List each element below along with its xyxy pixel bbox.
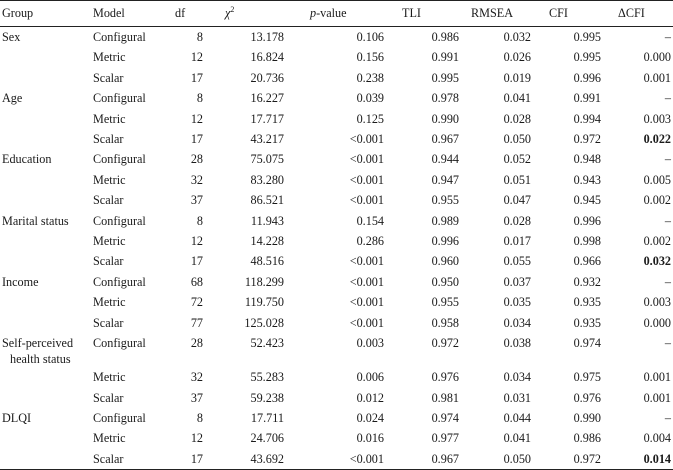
cell-chi-square: 14.228 [250, 234, 284, 249]
cell-group [0, 367, 93, 387]
cell-group [0, 388, 93, 408]
cell-group: Sex [2, 30, 21, 44]
cell-model: Scalar [93, 390, 124, 405]
cell-df: 68 [190, 274, 203, 289]
cell-cfi: 0.996 [573, 213, 601, 228]
header-df: df [175, 6, 186, 20]
cell-p-value: 0.154 [356, 213, 384, 228]
header-row [0, 1, 673, 27]
cell-rmsea: 0.041 [503, 431, 531, 446]
cell-model: Configural [93, 274, 146, 289]
cell-rmsea: 0.050 [503, 451, 531, 466]
cell-group [0, 292, 93, 312]
cell-df: 17 [190, 70, 203, 85]
cell-tli: 0.974 [431, 410, 459, 425]
cell-df: 37 [190, 193, 203, 208]
cell-df: 8 [196, 410, 203, 425]
cell-df: 17 [190, 132, 203, 147]
table-row [0, 313, 673, 333]
table-row [0, 408, 673, 428]
table-row [0, 272, 673, 292]
cell-cfi: 0.996 [573, 70, 601, 85]
p-symbol: p [310, 6, 317, 20]
cell-rmsea: 0.034 [503, 315, 531, 330]
cell-delta-cfi: 0.001 [643, 370, 671, 385]
cell-chi-square: 16.227 [250, 91, 284, 106]
cell-df: 37 [190, 390, 203, 405]
cell-rmsea: 0.028 [503, 213, 531, 228]
cell-delta-cfi: 0.003 [643, 111, 671, 126]
cell-rmsea: 0.034 [503, 370, 531, 385]
cell-cfi: 0.935 [573, 295, 601, 310]
cell-chi-square: 48.516 [250, 254, 284, 269]
cell-tli: 0.990 [431, 111, 459, 126]
cell-group [0, 109, 93, 129]
cell-chi-square: 43.692 [250, 451, 284, 466]
table-row [0, 428, 673, 448]
cell-tli: 0.978 [431, 91, 459, 106]
cell-df: 72 [190, 295, 203, 310]
table-row [0, 170, 673, 190]
cell-chi-square: 55.283 [250, 370, 284, 385]
cell-chi-square: 24.706 [250, 431, 284, 446]
cell-rmsea: 0.031 [503, 390, 531, 405]
cell-tli: 0.986 [431, 30, 459, 44]
cell-model: Scalar [93, 254, 124, 269]
cell-group: Marital status [2, 213, 69, 228]
cell-model: Scalar [93, 70, 124, 85]
cell-cfi: 0.935 [573, 315, 601, 330]
cell-df: 12 [190, 50, 203, 65]
cell-p-value: 0.003 [356, 336, 384, 351]
cell-delta-cfi: 0.000 [643, 50, 671, 65]
cell-chi-square: 59.238 [250, 390, 284, 405]
cell-tli: 0.991 [431, 50, 459, 65]
cell-model: Metric [93, 111, 126, 126]
cell-chi-square: 13.178 [250, 30, 284, 44]
cell-rmsea: 0.041 [503, 91, 531, 106]
p-suffix: -value [316, 6, 347, 20]
header-group: Group [2, 6, 34, 20]
cell-model: Scalar [93, 315, 124, 330]
group-name-line2: health status [10, 352, 71, 367]
cell-rmsea: 0.044 [503, 410, 531, 425]
cell-model: Metric [93, 172, 126, 187]
cell-tli: 0.944 [431, 152, 459, 167]
cell-df: 17 [190, 254, 203, 269]
header-tli: TLI [402, 6, 421, 20]
cell-rmsea: 0.051 [503, 172, 531, 187]
cell-df: 12 [190, 111, 203, 126]
cell-group [0, 428, 93, 448]
cell-model: Scalar [93, 451, 124, 466]
cell-p-value: 0.106 [356, 30, 384, 44]
cell-delta-cfi: 0.002 [643, 193, 671, 208]
cell-rmsea: 0.017 [503, 234, 531, 249]
cell-delta-cfi: – [664, 152, 671, 167]
cell-p-value: <0.001 [349, 172, 384, 187]
cell-tli: 0.977 [431, 431, 459, 446]
cell-delta-cfi: 0.001 [643, 390, 671, 405]
cell-tli: 0.967 [431, 451, 459, 466]
cell-chi-square: 17.711 [250, 410, 284, 425]
table-row [0, 109, 673, 129]
cell-group: DLQI [2, 410, 32, 425]
cell-chi-square: 86.521 [250, 193, 284, 208]
cell-group [0, 47, 93, 67]
cell-tli: 0.955 [431, 295, 459, 310]
cell-model: Configural [93, 91, 146, 106]
cell-p-value: <0.001 [349, 315, 384, 330]
cell-rmsea: 0.050 [503, 132, 531, 147]
cell-cfi: 0.991 [573, 91, 601, 106]
header-p-value [284, 1, 384, 27]
chi-superscript: 2 [230, 4, 235, 14]
cell-rmsea: 0.019 [503, 70, 531, 85]
cell-group: Education [2, 152, 52, 167]
table-row [0, 231, 673, 251]
header-rmsea: RMSEA [471, 6, 513, 20]
table-row [0, 449, 673, 470]
cell-cfi: 0.972 [573, 132, 601, 147]
cell-cfi: 0.995 [573, 50, 601, 65]
cell-df: 8 [196, 91, 203, 106]
cell-model: Metric [93, 50, 126, 65]
cell-p-value: 0.006 [356, 370, 384, 385]
cell-delta-cfi: – [664, 213, 671, 228]
cell-p-value: <0.001 [349, 193, 384, 208]
cell-p-value: 0.125 [356, 111, 384, 126]
cell-group [0, 251, 93, 271]
cell-p-value: <0.001 [349, 274, 384, 289]
cell-cfi: 0.986 [573, 431, 601, 446]
cell-tli: 0.996 [431, 234, 459, 249]
cell-p-value: 0.024 [356, 410, 384, 425]
cell-rmsea: 0.026 [503, 50, 531, 65]
cell-chi-square: 20.736 [250, 70, 284, 85]
cell-delta-cfi: – [664, 274, 671, 289]
cell-delta-cfi: 0.005 [643, 172, 671, 187]
cell-rmsea: 0.047 [503, 193, 531, 208]
cell-df: 12 [190, 234, 203, 249]
cell-group [0, 449, 93, 470]
cell-tli: 0.955 [431, 193, 459, 208]
cell-cfi: 0.994 [573, 111, 601, 126]
cell-tli: 0.950 [431, 274, 459, 289]
cell-rmsea: 0.032 [503, 30, 531, 44]
cell-model: Configural [93, 410, 146, 425]
cell-model: Scalar [93, 193, 124, 208]
cell-delta-cfi: – [664, 30, 671, 44]
cell-rmsea: 0.035 [503, 295, 531, 310]
cell-df: 28 [190, 152, 203, 167]
cell-delta-cfi: 0.003 [643, 295, 671, 310]
cell-chi-square: 83.280 [250, 172, 284, 187]
header-model: Model [93, 6, 125, 20]
cell-chi-square: 119.750 [244, 295, 284, 310]
cell-chi-square: 11.943 [250, 213, 284, 228]
header-delta-cfi: ΔCFI [618, 6, 645, 20]
cell-p-value: 0.039 [356, 91, 384, 106]
cell-group [0, 333, 93, 367]
cell-model: Metric [93, 234, 126, 249]
cell-tli: 0.989 [431, 213, 459, 228]
cell-p-value: <0.001 [349, 132, 384, 147]
cell-tli: 0.995 [431, 70, 459, 85]
cell-cfi: 0.998 [573, 234, 601, 249]
cell-chi-square: 52.423 [250, 336, 284, 351]
cell-group [0, 231, 93, 251]
cell-delta-cfi: – [664, 336, 671, 351]
table-row [0, 251, 673, 271]
cell-p-value: 0.156 [356, 50, 384, 65]
cell-group [0, 313, 93, 333]
cell-rmsea: 0.055 [503, 254, 531, 269]
cell-model: Configural [93, 152, 146, 167]
cell-cfi: 0.966 [573, 254, 601, 269]
cell-delta-cfi: – [664, 410, 671, 425]
cell-rmsea: 0.052 [503, 152, 531, 167]
cell-model: Configural [93, 213, 146, 228]
cell-group [0, 170, 93, 190]
cell-df: 8 [196, 213, 203, 228]
cell-delta-cfi: – [664, 91, 671, 106]
cell-chi-square: 75.075 [250, 152, 284, 167]
header-chi-square [203, 1, 284, 27]
cell-cfi: 0.974 [573, 336, 601, 351]
cell-model: Metric [93, 431, 126, 446]
cell-p-value: <0.001 [349, 254, 384, 269]
cell-delta-cfi: 0.002 [643, 234, 671, 249]
table-row [0, 388, 673, 408]
cell-tli: 0.972 [431, 336, 459, 351]
cell-df: 32 [190, 370, 203, 385]
cell-model: Scalar [93, 132, 124, 147]
cell-delta-cfi: 0.000 [643, 315, 671, 330]
cell-p-value: 0.238 [356, 70, 384, 85]
cell-delta-cfi: 0.004 [643, 431, 671, 446]
cell-delta-cfi: 0.032 [643, 254, 671, 269]
cell-model: Configural [93, 336, 146, 351]
cell-df: 77 [190, 315, 203, 330]
table-row [0, 27, 673, 48]
cell-model: Metric [93, 370, 126, 385]
table-row [0, 129, 673, 149]
cell-rmsea: 0.028 [503, 111, 531, 126]
cell-chi-square: 16.824 [250, 50, 284, 65]
cell-group: Income [2, 274, 39, 289]
chi-symbol: χ [225, 6, 231, 20]
cell-cfi: 0.943 [573, 172, 601, 187]
cell-model: Configural [93, 30, 146, 44]
cell-delta-cfi: 0.014 [643, 451, 671, 466]
cell-p-value: <0.001 [349, 295, 384, 310]
cell-delta-cfi: 0.022 [643, 132, 671, 147]
cell-chi-square: 118.299 [244, 274, 284, 289]
cell-chi-square: 125.028 [244, 315, 284, 330]
cell-rmsea: 0.037 [503, 274, 531, 289]
cell-tli: 0.967 [431, 132, 459, 147]
cell-group [0, 68, 93, 88]
cell-p-value: <0.001 [349, 152, 384, 167]
cell-tli: 0.981 [431, 390, 459, 405]
cell-delta-cfi: 0.001 [643, 70, 671, 85]
table-row [0, 367, 673, 387]
cell-model: Metric [93, 295, 126, 310]
table-row [0, 211, 673, 231]
cell-cfi: 0.995 [573, 30, 601, 44]
cell-p-value: 0.286 [356, 234, 384, 249]
cell-df: 8 [196, 30, 203, 44]
table-row [0, 292, 673, 312]
cell-chi-square: 17.717 [250, 111, 284, 126]
table-row [0, 333, 673, 367]
cell-group: Age [2, 91, 23, 106]
cell-group [0, 190, 93, 210]
cell-tli: 0.960 [431, 254, 459, 269]
cell-group [0, 129, 93, 149]
cell-cfi: 0.990 [573, 410, 601, 425]
table-body [0, 27, 673, 470]
table-row [0, 68, 673, 88]
cell-cfi: 0.975 [573, 370, 601, 385]
cell-tli: 0.958 [431, 315, 459, 330]
cell-p-value: 0.016 [356, 431, 384, 446]
cell-df: 32 [190, 172, 203, 187]
cell-df: 28 [190, 336, 203, 351]
cell-p-value: <0.001 [349, 451, 384, 466]
header-cfi: CFI [549, 6, 568, 20]
cell-chi-square: 43.217 [250, 132, 284, 147]
table-row [0, 149, 673, 169]
table-row [0, 88, 673, 108]
cell-tli: 0.947 [431, 172, 459, 187]
table-header [0, 1, 673, 27]
group-name: Self-perceived [2, 336, 74, 351]
cell-cfi: 0.948 [573, 152, 601, 167]
cell-cfi: 0.945 [573, 193, 601, 208]
cell-p-value: 0.012 [356, 390, 384, 405]
cell-cfi: 0.932 [573, 274, 601, 289]
cell-rmsea: 0.038 [503, 336, 531, 351]
cell-tli: 0.976 [431, 370, 459, 385]
cell-df: 17 [190, 451, 203, 466]
table-row [0, 47, 673, 67]
cell-cfi: 0.976 [573, 390, 601, 405]
cell-cfi: 0.972 [573, 451, 601, 466]
table-row [0, 190, 673, 210]
cell-df: 12 [190, 431, 203, 446]
